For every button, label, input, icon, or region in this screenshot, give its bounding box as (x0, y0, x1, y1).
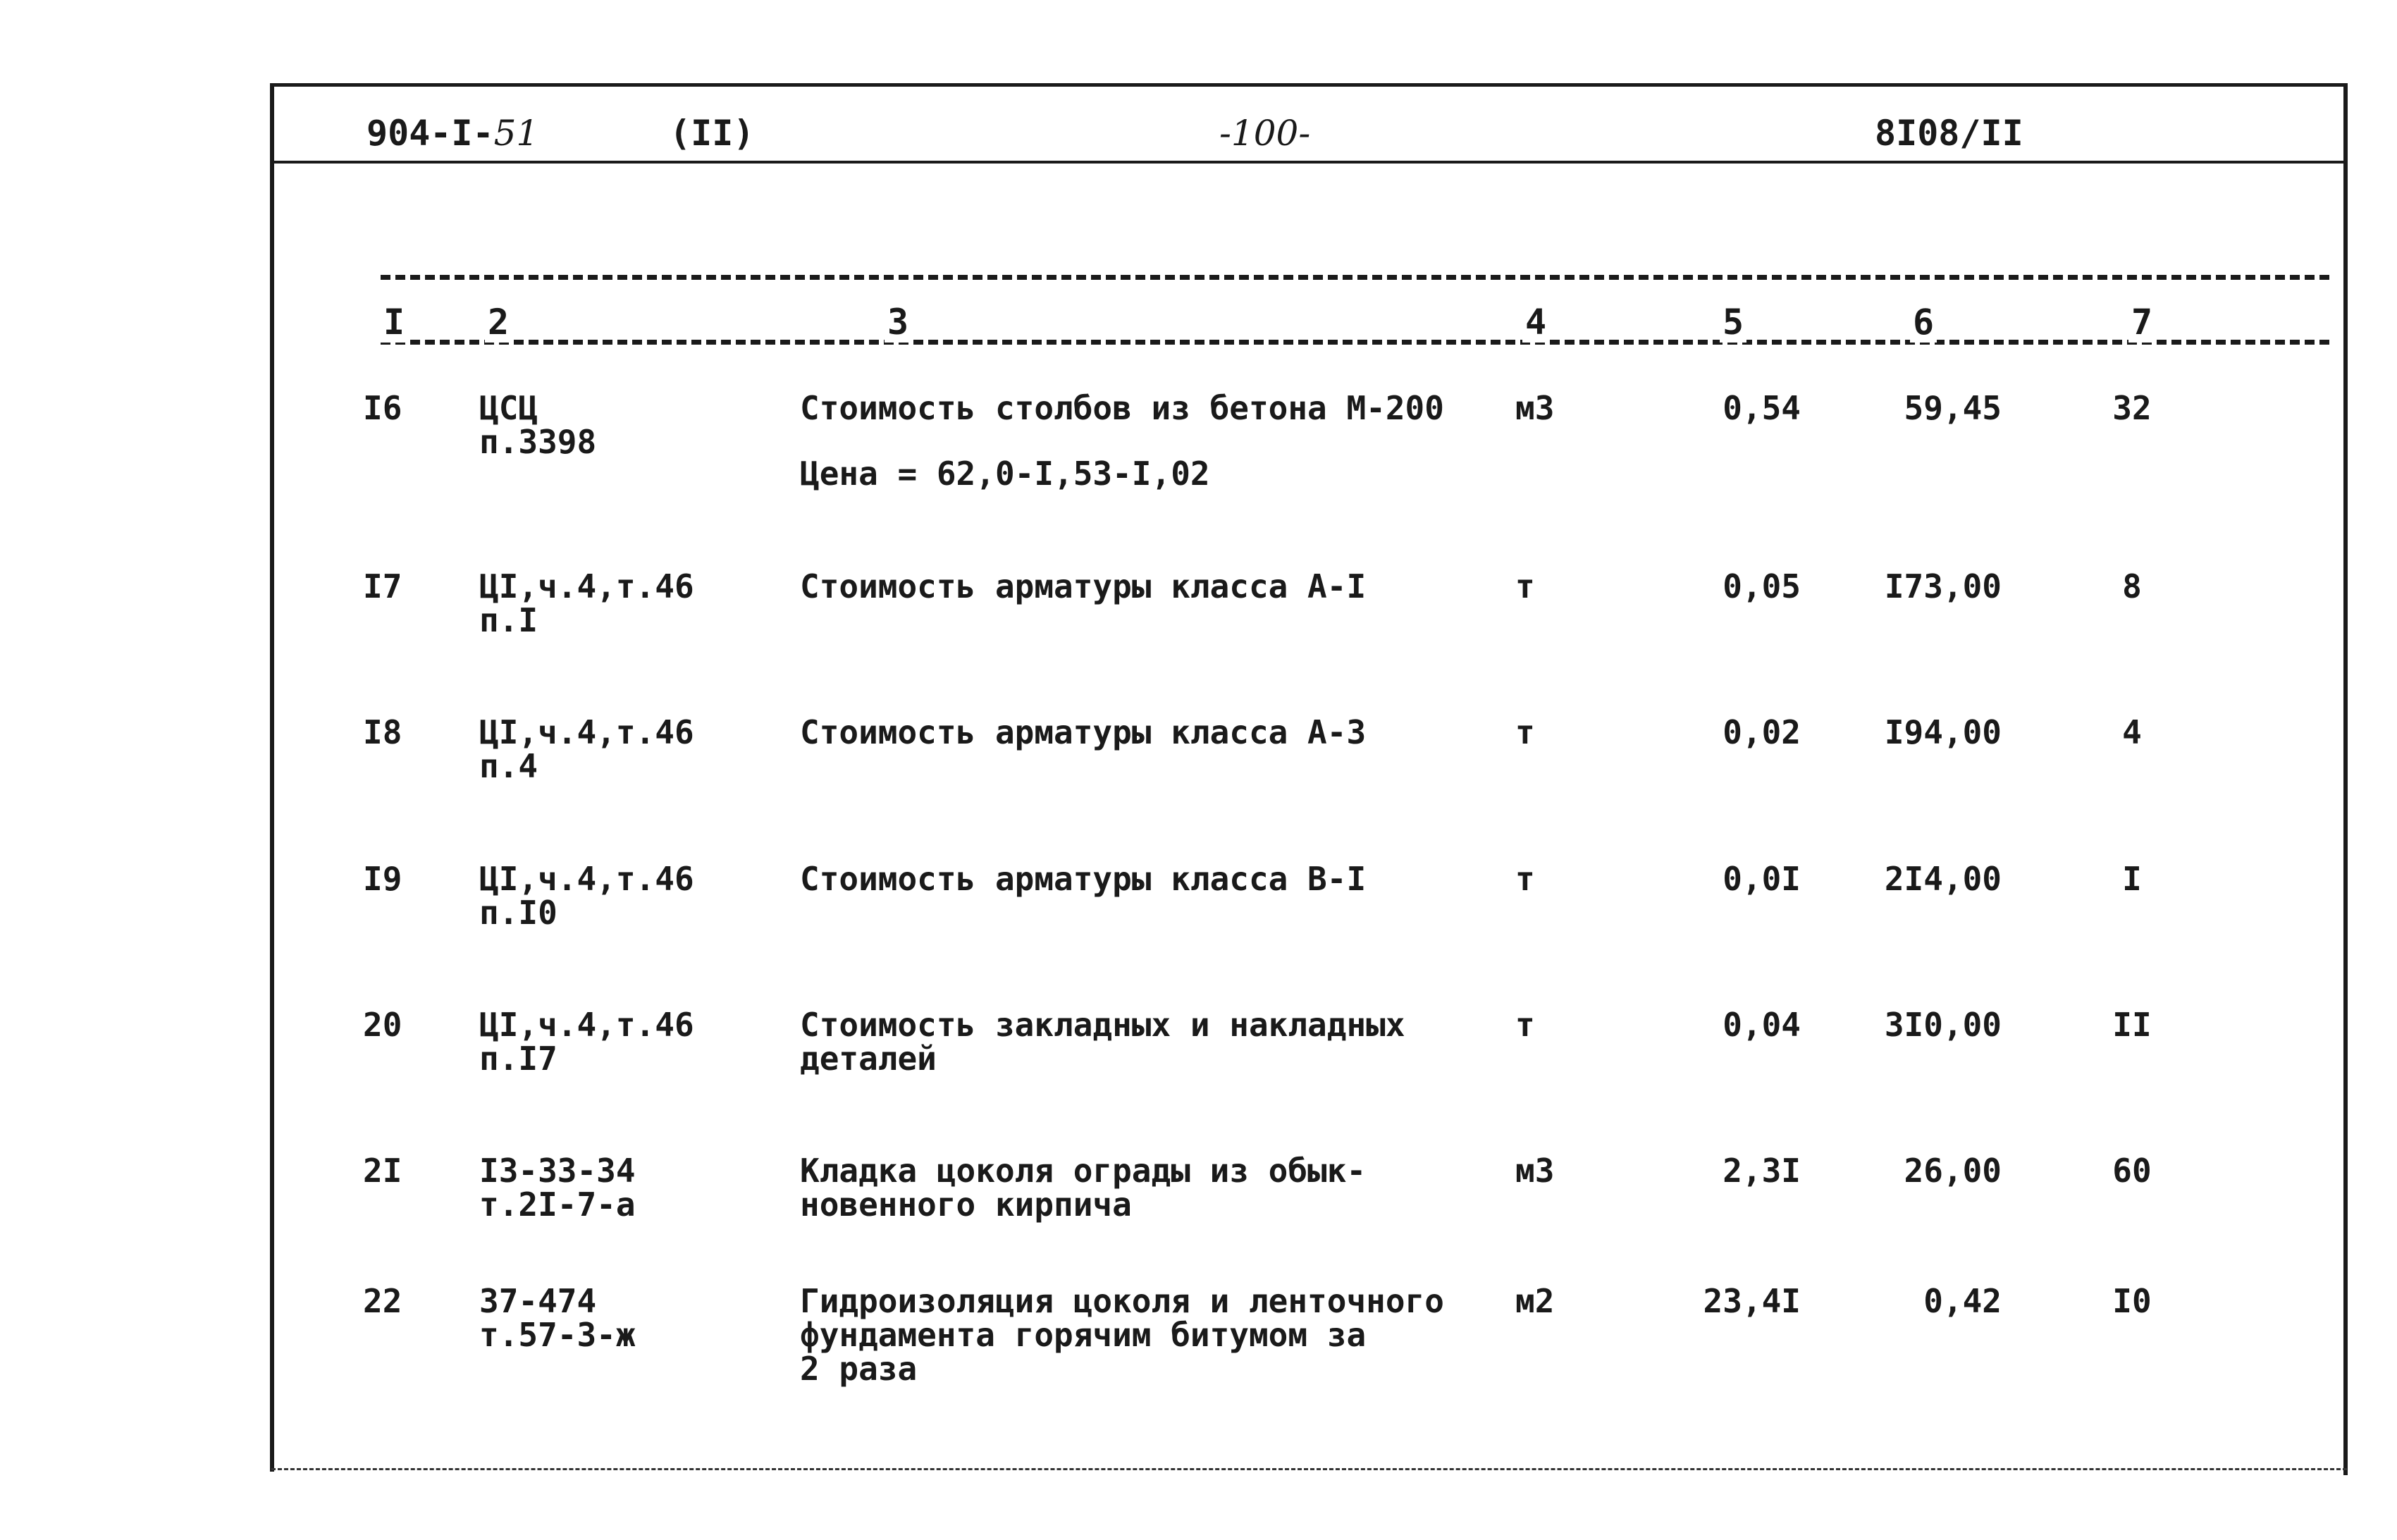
row-unit: т (1515, 567, 1535, 605)
row-unit: т (1515, 713, 1535, 751)
row-number: I9 (363, 860, 402, 898)
document-volume: (II) (670, 113, 755, 154)
row-sum: I (2122, 860, 2142, 898)
row-quantity: 23,4I (1703, 1282, 1801, 1320)
document-code-prefix: 904-I- (366, 113, 494, 154)
row-description: Кладка цоколя ограды из обык- новенного кирпича (800, 1152, 1367, 1224)
row-quantity: 0,05 (1723, 567, 1801, 605)
column-number-6: 6 (1910, 302, 1937, 343)
row-reference: ЦI,ч.4,т.46 п.I (479, 567, 694, 639)
row-number: 20 (363, 1006, 402, 1044)
row-description: Стоимость закладных и накладных деталей (800, 1006, 1405, 1078)
row-quantity: 0,02 (1723, 713, 1801, 751)
row-price-formula: Цена = 62,0-I,53-I,02 (800, 455, 1210, 493)
row-unit: м3 (1515, 1152, 1555, 1190)
title-block-line (271, 161, 2347, 164)
row-description: Гидроизоляция цоколя и ленточного фундамента горячим битумом за 2 раза (800, 1282, 1444, 1388)
row-quantity: 0,04 (1723, 1006, 1801, 1044)
row-sum: I0 (2112, 1282, 2152, 1320)
frame-left-border (270, 83, 274, 1472)
table-header-top-rule (381, 275, 2329, 280)
row-sum: 60 (2112, 1152, 2152, 1190)
column-number-3: 3 (885, 302, 911, 343)
row-sum: 8 (2122, 567, 2142, 605)
row-number: I6 (363, 389, 402, 427)
row-description: Стоимость столбов из бетона М-200 (800, 389, 1444, 427)
frame-top-border (271, 83, 2347, 87)
row-price: 0,42 (1923, 1282, 2002, 1320)
row-price: 2I4,00 (1884, 860, 2002, 898)
row-reference: 37-474 т.57-3-ж (479, 1282, 636, 1354)
row-quantity: 0,54 (1723, 389, 1801, 427)
row-number: 2I (363, 1152, 402, 1190)
column-number-2: 2 (485, 302, 512, 343)
row-description: Стоимость арматуры класса В-I (800, 860, 1367, 898)
row-reference: ЦI,ч.4,т.46 п.I7 (479, 1006, 694, 1078)
table-header-bottom-rule (381, 340, 2329, 345)
row-number: I7 (363, 567, 402, 605)
frame-bottom-border (271, 1468, 2347, 1470)
row-price: I73,00 (1884, 567, 2002, 605)
row-sum: II (2112, 1006, 2152, 1044)
column-number-5: 5 (1720, 302, 1746, 343)
page-number: -100- (1219, 113, 1311, 154)
row-number: 22 (363, 1282, 402, 1320)
row-quantity: 0,0I (1723, 860, 1801, 898)
row-unit: т (1515, 1006, 1535, 1044)
row-unit: т (1515, 860, 1535, 898)
row-price: I94,00 (1884, 713, 2002, 751)
column-number-4: 4 (1522, 302, 1549, 343)
frame-right-border (2343, 83, 2348, 1475)
row-reference: ЦСЦ п.3398 (479, 389, 597, 461)
row-price: 59,45 (1904, 389, 2002, 427)
row-number: I8 (363, 713, 402, 751)
row-price: 26,00 (1904, 1152, 2002, 1190)
row-sum: 32 (2112, 389, 2152, 427)
row-description: Стоимость арматуры класса А-3 (800, 713, 1367, 751)
row-reference: I3-33-34 т.2I-7-а (479, 1152, 636, 1224)
row-unit: м2 (1515, 1282, 1555, 1320)
row-reference: ЦI,ч.4,т.46 п.I0 (479, 860, 694, 932)
document-number: 8I08/II (1875, 113, 2023, 154)
row-quantity: 2,3I (1723, 1152, 1801, 1190)
row-price: 3I0,00 (1884, 1006, 2002, 1044)
document-code-handwritten: 51 (493, 113, 539, 154)
row-sum: 4 (2122, 713, 2142, 751)
column-number-1: I (381, 302, 407, 343)
column-number-7: 7 (2128, 302, 2155, 343)
row-description: Стоимость арматуры класса А-I (800, 567, 1367, 605)
row-reference: ЦI,ч.4,т.46 п.4 (479, 713, 694, 785)
document-code (366, 113, 538, 154)
row-unit: м3 (1515, 389, 1555, 427)
